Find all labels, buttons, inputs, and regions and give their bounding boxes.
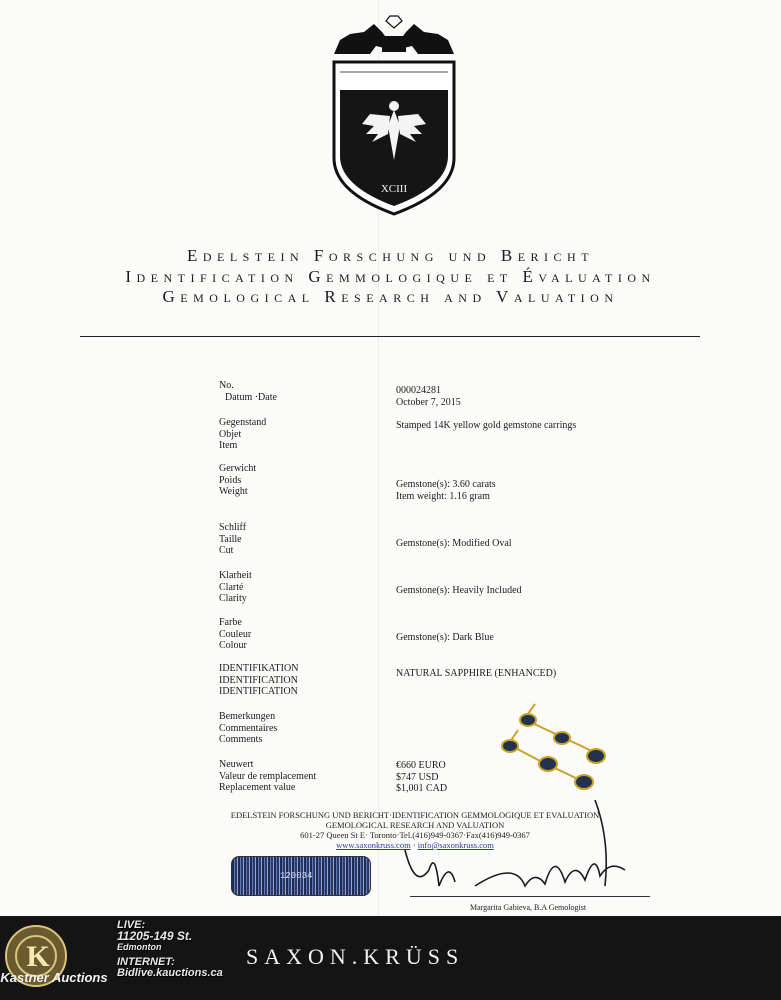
- signatory-name: Margarita Gabieva, B.A Gemologist: [470, 903, 587, 912]
- label-weight: Gerwicht Poids Weight: [219, 463, 257, 498]
- value-number-date: 000024281 October 7, 2015: [396, 385, 461, 408]
- live-city: Edmonton: [117, 942, 162, 952]
- label-cut: Schliff Taille Cut: [219, 522, 247, 557]
- label-clarity: Klarheit Clarté Clarity: [219, 570, 252, 605]
- label-number: No. Datum ·Date: [219, 380, 277, 403]
- footer-line-1: EDELSTEIN FORSCHUNG UND BERICHT·IDENTIFICATION GEMMOLOGIQUE ET EVALUATION: [230, 810, 600, 820]
- title-french: Identification Gemmologique et Évaluation: [125, 267, 656, 286]
- kastner-auctions-logo: [0, 918, 108, 1000]
- hologram-number: 120034: [280, 871, 313, 881]
- value-weight: Gemstone(s): 3.60 carats Item weight: 1.16 gram: [396, 479, 496, 502]
- crest-logo: [330, 10, 458, 216]
- value-item: Stamped 14K yellow gold gemstone carrings: [396, 420, 577, 431]
- footer-line-2: GEMOLOGICAL RESEARCH AND VALUATION: [325, 820, 505, 830]
- internet-label: INTERNET:: [117, 956, 175, 968]
- live-label: LIVE:: [117, 919, 146, 931]
- watermark-contact: [117, 920, 237, 979]
- header-divider: [80, 336, 700, 337]
- label-identification: IDENTIFIKATION IDENTIFICATION IDENTIFICATION: [219, 663, 299, 698]
- svg-text:K: K: [26, 940, 50, 973]
- value-colour: Gemstone(s): Dark Blue: [396, 632, 494, 643]
- website-link[interactable]: www.saxonkruss.com: [336, 840, 411, 850]
- email-link[interactable]: info@saxonkruss.com: [417, 840, 494, 850]
- signature-handwritten: [395, 790, 645, 900]
- live-address: 11205-149 St.: [117, 929, 193, 943]
- brand-name: SAXON.KRÜSS: [246, 944, 465, 969]
- label-colour: Farbe Couleur Colour: [219, 617, 252, 652]
- title-english: Gemological Research and Valuation: [162, 287, 619, 306]
- footer-links: www.saxonkruss.com · info@saxonkruss.com: [336, 840, 494, 850]
- crest-numeral: XCIII: [380, 183, 408, 195]
- value-identification: NATURAL SAPPHIRE (ENHANCED): [396, 668, 557, 679]
- value-replacement: €660 EURO $747 USD $1,001 CAD: [396, 760, 448, 795]
- label-replacement-value: Neuwert Valeur de remplacement Replacement value: [219, 759, 317, 794]
- signature-line: [410, 896, 650, 897]
- title-german: Edelstein Forschung und Bericht: [186, 246, 595, 265]
- hologram-sticker: [231, 856, 371, 896]
- value-clarity: Gemstone(s): Heavily Included: [396, 585, 522, 596]
- internet-url: Bidlive.kauctions.ca: [117, 967, 223, 979]
- footer-address: 601-27 Queen St E· Toronto·Tel.(416)949-0367·Fax(416)949-0367: [300, 830, 530, 840]
- label-comments: Bemerkungen Commentaires Comments: [219, 711, 278, 746]
- value-cut: Gemstone(s): Modified Oval: [396, 538, 512, 549]
- kastner-logo-text: Kastner Auctions: [0, 970, 108, 985]
- label-item: Gegenstand Objet Item: [219, 417, 267, 452]
